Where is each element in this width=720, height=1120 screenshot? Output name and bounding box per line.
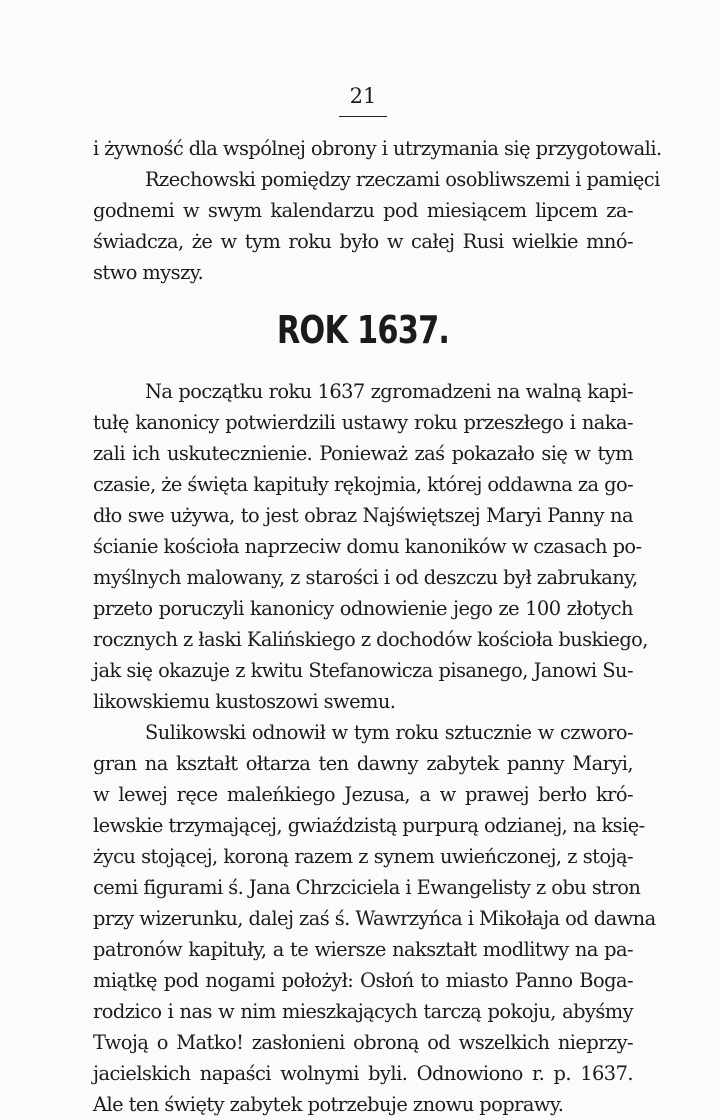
text-line: i żywność dla wspólnej obrony i utrzymania się przygotowali. <box>93 137 662 160</box>
text-line: ścianie kościoła naprzeciw domu kanoników w czasach po- <box>93 535 642 558</box>
text-line: tułę kanonicy potwierdzili ustawy roku przeszłego i naka- <box>93 411 633 434</box>
paragraph-rzechowski <box>93 164 660 288</box>
text-line: życu stojącej, koroną razem z synem uwieńczonej, z stoją- <box>93 845 633 868</box>
page-text <box>93 133 662 1120</box>
text-line: Rzechowski pomiędzy rzeczami osobliwszemi i pamięci <box>145 168 660 191</box>
text-line: lewskie trzymającej, gwiaździstą purpurą odzianej, na księ- <box>93 814 645 837</box>
text-line: godnemi w swym kalendarzu pod miesiącem lipcem za- <box>93 199 633 222</box>
paragraph-kapitula <box>93 376 648 717</box>
page-number-rule <box>339 116 387 117</box>
text-line: jak się okazuje z kwitu Stefanowicza pisanego, Janowi Su- <box>93 659 633 682</box>
page-number: 21 <box>349 84 377 108</box>
text-line: jacielskich napaści wolnymi byli. Odnowiono r. p. 1637. <box>93 1062 633 1085</box>
text-line: Twoją o Matko! zasłonieni obroną od wszelkich nieprzy- <box>93 1031 633 1054</box>
paragraph-continuation <box>93 133 662 164</box>
text-line: Ale ten święty zabytek potrzebuje znowu poprawy. <box>93 1093 564 1116</box>
text-line: przeto poruczyli kanonicy odnowienie jego ze 100 złotych <box>93 597 633 620</box>
text-line: czasie, że święta kapituły rękojmia, której oddawna za go- <box>93 473 634 496</box>
section-heading: ROK 1637. <box>276 308 450 352</box>
text-line: rocznych z łaski Kalińskiego z dochodów kościoła buskiego, <box>93 628 648 651</box>
text-line: miątkę pod nogami położył: Osłoń to miasto Panno Boga- <box>93 969 633 992</box>
text-line: Na początku roku 1637 zgromadzeni na walną kapi- <box>145 380 633 403</box>
text-line: gran na kształt ołtarza ten dawny zabytek panny Maryi, <box>93 752 633 775</box>
text-line: rodzico i nas w nim mieszkających tarczą pokoju, abyśmy <box>93 1000 633 1023</box>
text-line: zali ich uskutecznienie. Ponieważ zaś pokazało się w tym <box>93 442 633 465</box>
text-line: patronów kapituły, a te wiersze nakształt modlitwy na pa- <box>93 938 633 961</box>
text-line: w lewej ręce maleńkiego Jezusa, a w prawej berło kró- <box>93 783 633 806</box>
text-line: Sulikowski odnowił w tym roku sztucznie w czworo- <box>145 721 633 744</box>
text-line: cemi figurami ś. Jana Chrzciciela i Ewangelisty z obu stron <box>93 876 641 899</box>
text-line: likowskiemu kustoszowi swemu. <box>93 690 396 713</box>
paragraph-sulikowski <box>93 717 656 1120</box>
book-page <box>93 84 662 1120</box>
text-line: stwo myszy. <box>93 261 204 284</box>
text-line: myślnych malowany, z starości i od deszczu był zabrukany, <box>93 566 638 589</box>
text-line: świadcza, że w tym roku było w całej Rusi wielkie mnó- <box>93 230 633 253</box>
text-line: przy wizerunku, dalej zaś ś. Wawrzyńca i Mikołaja od dawna <box>93 907 656 930</box>
text-line: dło swe używa, to jest obraz Najświętszej Maryi Panny na <box>93 504 633 527</box>
